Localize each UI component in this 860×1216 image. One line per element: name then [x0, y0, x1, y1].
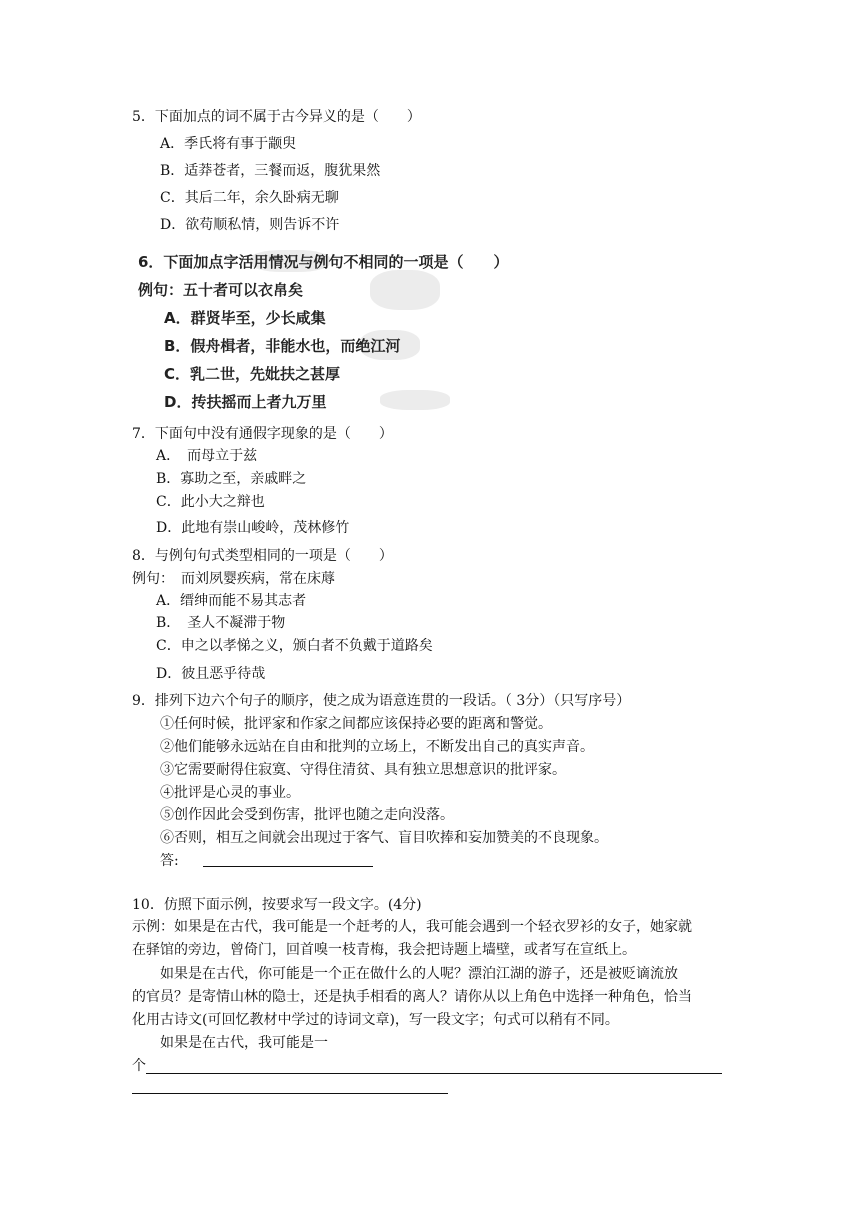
q10-answer-blank-1[interactable] — [146, 1073, 722, 1074]
q5-option-a: A．季氏将有事于颛臾 — [160, 136, 297, 152]
q8-example: 例句： 而刘夙婴疾病，常在床蓐 — [132, 571, 335, 587]
q5-option-c: C．其后二年，余久卧病无聊 — [160, 190, 339, 206]
q9-item-1: ①任何时候，批评家和作家之间都应该保持必要的距离和警觉。 — [160, 716, 552, 732]
q7-stem: 7．下面句中没有通假字现象的是（ ） — [132, 426, 393, 442]
q7-option-c: C．此小大之辩也 — [156, 494, 265, 510]
q6-example: 例句：五十者可以衣帛矣 — [138, 281, 304, 299]
q6-option-a: A．群贤毕至，少长咸集 — [164, 309, 326, 327]
q10-answer-line-2-start: 个 — [132, 1058, 146, 1074]
q9-answer-label: 答: — [160, 853, 179, 869]
scan-smudge — [380, 390, 450, 410]
q9-item-2: ②他们能够永远站在自由和批判的立场上，不断发出自己的真实声音。 — [160, 739, 594, 755]
q6-option-c: C．乳二世，先妣扶之甚厚 — [164, 365, 341, 383]
scan-smudge — [370, 270, 440, 310]
q7-option-b: B．寡助之至，亲戚畔之 — [156, 471, 307, 487]
q7-option-a: A． 而母立于兹 — [156, 448, 258, 464]
q5-stem: 5．下面加点的词不属于古今异义的是（ ） — [132, 109, 421, 125]
q9-item-4: ④批评是心灵的事业。 — [160, 785, 300, 801]
q10-answer-blank-2[interactable] — [132, 1093, 448, 1094]
q5-option-b: B．适莽苍者，三餐而返，腹犹果然 — [160, 163, 381, 179]
q8-stem: 8．与例句句式类型相同的一项是（ ） — [132, 548, 393, 564]
q8-option-d: D．彼且恶乎待哉 — [156, 666, 266, 682]
q9-item-3: ③它需要耐得住寂寞、守得住清贫、具有独立思想意识的批评家。 — [160, 762, 566, 778]
q10-example-line-1: 示例：如果是在古代，我可能是一个赶考的人，我可能会遇到一个轻衣罗衫的女子，她家就 — [132, 919, 692, 935]
q10-answer-start: 如果是在古代，我可能是一 — [160, 1035, 328, 1051]
q6-option-b: B．假舟楫者，非能水也，而绝江河 — [164, 337, 401, 355]
q9-stem: 9．排列下边六个句子的顺序，使之成为语意连贯的一段话。（ 3分）（只写序号） — [132, 693, 631, 709]
q6-option-d: D．抟扶摇而上者九万里 — [164, 393, 327, 411]
q7-option-d: D．此地有崇山峻岭，茂林修竹 — [156, 520, 350, 536]
q10-stem: 10．仿照下面示例，按要求写一段文字。(4分) — [132, 897, 422, 913]
q8-option-b: B． 圣人不凝滞于物 — [156, 615, 286, 631]
q10-example-line-2: 在驿馆的旁边，曾倚门，回首嗅一枝青梅，我会把诗题上墙壁，或者写在宣纸上。 — [132, 942, 636, 958]
q6-stem: 6．下面加点字活用情况与例句不相同的一项是（ ） — [138, 253, 509, 271]
q10-prompt-line-3: 化用古诗文(可回忆教材中学过的诗词文章)，写一段文字；句式可以稍有不同。 — [132, 1012, 619, 1028]
q8-option-c: C．申之以孝悌之义，颁白者不负戴于道路矣 — [156, 638, 433, 654]
q10-prompt-line-2: 的官员？是寄情山林的隐士，还是执手相看的离人？请你从以上角色中选择一种角色，恰当 — [132, 989, 692, 1005]
q9-answer-blank[interactable] — [203, 866, 373, 867]
q9-item-5: ⑤创作因此会受到伤害，批评也随之走向没落。 — [160, 807, 454, 823]
q9-item-6: ⑥否则，相互之间就会出现过于客气、盲目吹捧和妄加赞美的不良现象。 — [160, 830, 608, 846]
q10-prompt-line-1: 如果是在古代，你可能是一个正在做什么的人呢？漂泊江湖的游子，还是被贬谪流放 — [160, 966, 678, 982]
q5-option-d: D．欲苟顺私情，则告诉不许 — [160, 217, 340, 233]
q8-option-a: A．缙绅而能不易其志者 — [156, 593, 307, 609]
